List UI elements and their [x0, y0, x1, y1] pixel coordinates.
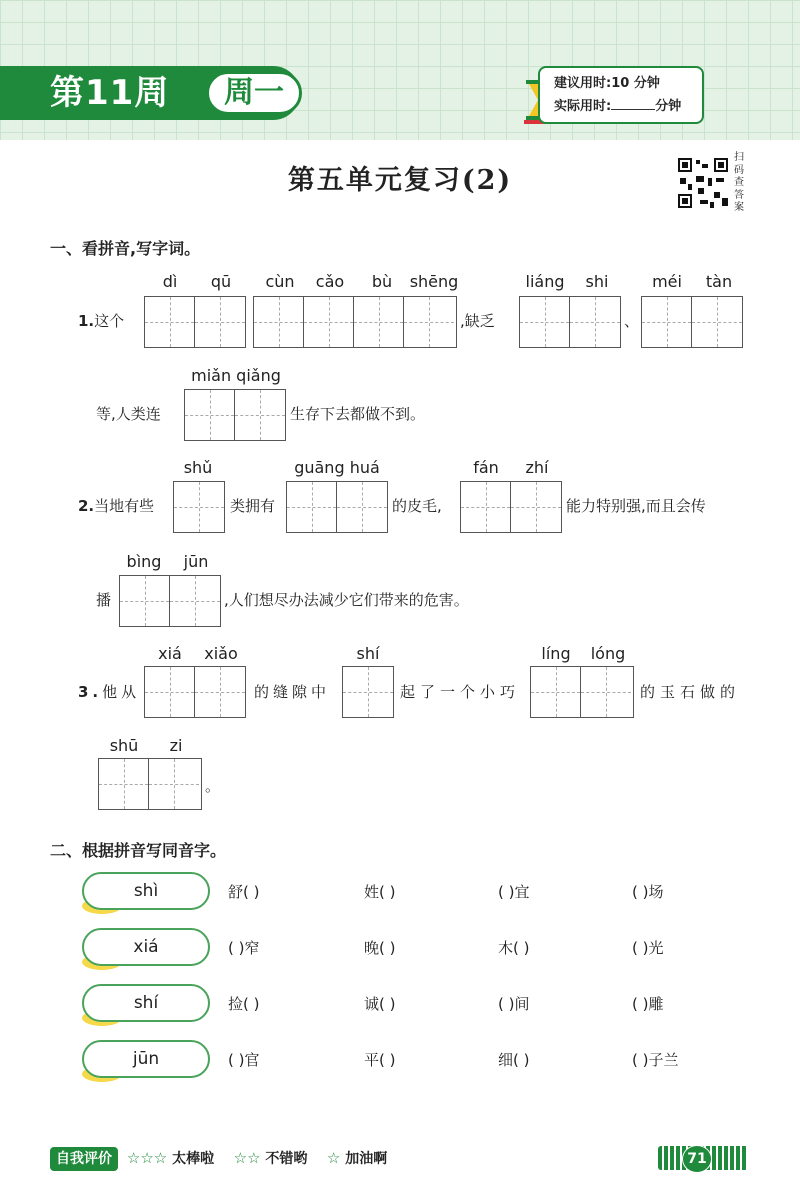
- question-number: 1.: [78, 312, 95, 330]
- q2-t1: 类拥有: [230, 497, 276, 515]
- homophone-item[interactable]: 姓( ): [364, 883, 396, 901]
- star-icon[interactable]: ☆: [233, 1149, 248, 1167]
- actual-time-blank[interactable]: [611, 95, 655, 110]
- homophone-item[interactable]: 晚( ): [364, 939, 396, 957]
- qr-code-icon[interactable]: [676, 156, 730, 210]
- pinyin: cǎo: [315, 272, 345, 291]
- pinyin: shǔ: [183, 458, 213, 477]
- actual-time-label: 实际用时:: [554, 99, 612, 114]
- pinyin: méi: [652, 272, 682, 291]
- star-icon[interactable]: ☆: [153, 1149, 168, 1167]
- q2-pre: 当地有些: [94, 497, 155, 515]
- section2-heading: 二、根据拼音写同音字。: [50, 841, 227, 860]
- homophone-item[interactable]: ( )子兰: [632, 1051, 679, 1069]
- q3-t3: 的玉石做的: [640, 683, 741, 701]
- rating-good: 不错哟: [265, 1151, 308, 1167]
- q2-t3: 能力特别强,而且会传: [566, 497, 706, 515]
- pinyin: bù: [371, 272, 393, 291]
- pinyin: xiá: [158, 644, 182, 663]
- suggested-time: 建议用时:10 分钟: [554, 76, 660, 91]
- homophone-item[interactable]: ( )宜: [498, 883, 530, 901]
- pinyin-pill: xiá: [82, 928, 210, 966]
- homophone-item[interactable]: ( )窄: [228, 939, 260, 957]
- q1-line2-pre: 等,人类连: [96, 405, 161, 423]
- week-label: 第11周: [50, 73, 170, 113]
- homophone-item[interactable]: ( )间: [498, 995, 530, 1013]
- pinyin: zi: [169, 736, 183, 755]
- section1-heading: 一、看拼音,写字词。: [50, 239, 201, 258]
- star-icon[interactable]: ☆: [140, 1149, 154, 1167]
- q3-t1: 的缝隙中: [254, 683, 331, 701]
- q2-line2-pre: 播: [96, 591, 112, 609]
- rating-keep: 加油啊: [345, 1151, 388, 1167]
- homophone-item[interactable]: 木( ): [498, 939, 530, 957]
- q2-t2: 的皮毛,: [392, 497, 442, 515]
- pinyin: tàn: [705, 272, 733, 291]
- pinyin: lóng: [590, 644, 626, 663]
- homophone-item[interactable]: 平( ): [364, 1051, 396, 1069]
- time-box: [538, 66, 704, 124]
- day-label: 周一: [206, 71, 302, 115]
- pinyin: guāng huá: [294, 458, 380, 477]
- pinyin: shēng: [409, 272, 459, 291]
- pinyin: xiǎo: [204, 644, 238, 663]
- q3-pre: 他从: [102, 683, 141, 701]
- page-number: 71: [682, 1145, 712, 1173]
- homophone-item[interactable]: ( )官: [228, 1051, 260, 1069]
- pinyin: bìng: [126, 552, 162, 571]
- question-text: [78, 496, 154, 516]
- pinyin: zhí: [525, 458, 549, 477]
- q1-pre: 这个: [94, 312, 125, 330]
- question-text: [78, 682, 140, 702]
- answer-grid[interactable]: [144, 296, 246, 348]
- answer-grid[interactable]: [641, 296, 743, 348]
- answer-grid[interactable]: [519, 296, 621, 348]
- answer-grid[interactable]: [253, 296, 457, 348]
- q2-line2-post: ,人们想尽办法减少它们带来的危害。: [224, 591, 469, 609]
- question-number: 3.: [78, 683, 103, 701]
- answer-grid[interactable]: [530, 666, 634, 718]
- question-text: [78, 311, 124, 331]
- pinyin: liáng: [525, 272, 565, 291]
- answer-grid[interactable]: [184, 389, 286, 441]
- pinyin: qū: [210, 272, 232, 291]
- self-evaluation-label: 自我评价: [50, 1147, 118, 1171]
- answer-grid[interactable]: [144, 666, 246, 718]
- answer-grid[interactable]: [173, 481, 225, 533]
- homophone-item[interactable]: 捡( ): [228, 995, 260, 1013]
- question-number: 2.: [78, 497, 95, 515]
- pinyin-pill: shí: [82, 984, 210, 1022]
- pinyin-pill: jūn: [82, 1040, 210, 1078]
- q3-t2: 起了一个小巧: [400, 683, 521, 701]
- self-evaluation: [50, 1146, 387, 1170]
- homophone-item[interactable]: 诚( ): [364, 995, 396, 1013]
- pinyin: shū: [109, 736, 139, 755]
- pinyin: líng: [541, 644, 571, 663]
- pinyin: shi: [585, 272, 609, 291]
- pinyin-pill: shì: [82, 872, 210, 910]
- answer-grid[interactable]: [286, 481, 388, 533]
- star-icon[interactable]: ☆: [326, 1149, 341, 1167]
- homophone-item[interactable]: ( )场: [632, 883, 664, 901]
- pinyin: miǎn qiǎng: [191, 366, 281, 385]
- pinyin: shí: [356, 644, 380, 663]
- answer-grid[interactable]: [98, 758, 202, 810]
- star-icon[interactable]: ☆: [247, 1149, 261, 1167]
- homophone-item[interactable]: ( )雕: [632, 995, 664, 1013]
- homophone-item[interactable]: ( )光: [632, 939, 664, 957]
- rating-great: 太棒啦: [172, 1151, 215, 1167]
- q1-line2-post: 生存下去都做不到。: [290, 405, 426, 423]
- actual-time-unit: 分钟: [655, 99, 682, 114]
- answer-grid[interactable]: [460, 481, 562, 533]
- star-icon[interactable]: ☆: [126, 1149, 141, 1167]
- pinyin: jūn: [183, 552, 209, 571]
- answer-grid[interactable]: [119, 575, 221, 627]
- homophone-item[interactable]: 舒( ): [228, 883, 260, 901]
- pinyin: cùn: [265, 272, 295, 291]
- page-title: 第五单元复习(2): [287, 165, 513, 196]
- qr-caption: 扫码查答案: [734, 152, 744, 213]
- q1-sep: 、: [624, 312, 640, 330]
- pinyin: fán: [473, 458, 499, 477]
- answer-grid[interactable]: [342, 666, 394, 718]
- pinyin: dì: [162, 272, 178, 291]
- q1-mid: ,缺乏: [460, 312, 495, 330]
- q3-line2-post: 。: [205, 777, 221, 795]
- homophone-item[interactable]: 细( ): [498, 1051, 530, 1069]
- actual-time: [554, 95, 702, 118]
